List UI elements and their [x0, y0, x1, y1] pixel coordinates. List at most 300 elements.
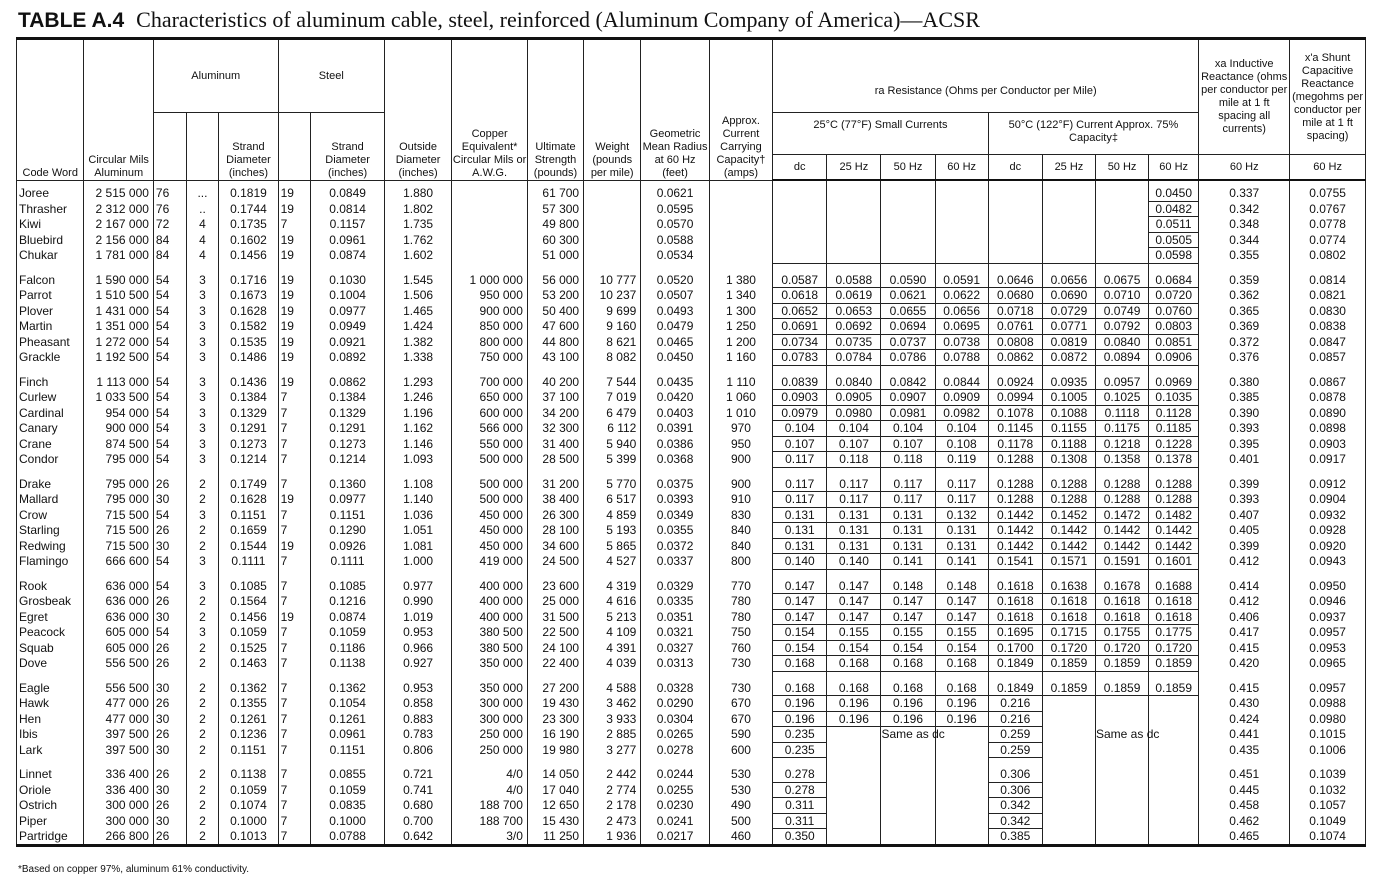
table-cell: 0.141: [881, 554, 935, 570]
table-cell: 0.0375: [641, 467, 709, 492]
table-cell: 2 312 000: [84, 201, 153, 217]
table-cell: Mallard: [17, 492, 84, 508]
table-cell: 2 156 000: [84, 232, 153, 248]
table-cell: [827, 782, 881, 798]
table-cell: 0.0737: [881, 334, 935, 350]
table-cell: 0.0734: [773, 334, 827, 350]
table-cell: 7: [278, 217, 311, 233]
table-cell: 0.117: [881, 492, 935, 508]
table-cell: 970: [709, 421, 772, 437]
table-cell: 0.0351: [641, 609, 709, 625]
table-cell: [709, 201, 772, 217]
table-cell: 670: [709, 711, 772, 727]
table-cell: 0.0802: [1290, 248, 1366, 264]
table-cell: ...: [186, 180, 219, 201]
table-cell: 19: [278, 334, 311, 350]
table-cell: 2 167 000: [84, 217, 153, 233]
table-cell: 0.1175: [1096, 421, 1149, 437]
table-cell: Hen: [17, 711, 84, 727]
table-cell: 0.104: [773, 421, 827, 437]
table-cell: 380 500: [452, 640, 528, 656]
table-cell: 0.395: [1199, 436, 1290, 452]
table-cell: 0.406: [1199, 609, 1290, 625]
table-cell: Rook: [17, 569, 84, 594]
table-cell: 49 800: [527, 217, 583, 233]
table-cell: 3: [186, 350, 219, 366]
table-cell: 0.1591: [1096, 554, 1149, 570]
table-cell: 0.1088: [1042, 405, 1095, 421]
table-row: [17, 303, 1366, 319]
table-cell: 0.0653: [827, 303, 881, 319]
table-cell: 0.1720: [1149, 640, 1199, 656]
table-cell: 605 000: [84, 640, 153, 656]
table-cell: 350 000: [452, 656, 528, 672]
table-cell: 0.0774: [1290, 232, 1366, 248]
table-cell: 54: [153, 365, 186, 390]
table-row: [17, 421, 1366, 437]
table-cell: 0.1059: [219, 782, 278, 798]
table-cell: [1096, 201, 1149, 217]
table-cell: 0.196: [827, 696, 881, 712]
table-row: [17, 671, 1366, 696]
table-row: [17, 507, 1366, 523]
table-cell: 840: [709, 523, 772, 539]
table-cell: 2 442: [584, 758, 641, 783]
table-cell: 0.235: [773, 727, 827, 743]
table-row: [17, 696, 1366, 712]
table-cell: [1042, 217, 1095, 233]
table-cell: 0.117: [827, 467, 881, 492]
table-cell: 26: [153, 829, 186, 846]
table-cell: [881, 217, 935, 233]
table-cell: 0.1378: [1149, 452, 1199, 468]
table-row: [17, 554, 1366, 570]
table-cell: [1149, 696, 1199, 712]
table-caption: Characteristics of aluminum cable, steel, reinforced (Aluminum Company of America)—ACSR: [136, 7, 980, 32]
table-cell: 0.1442: [1096, 523, 1149, 539]
table-cell: 0.348: [1199, 217, 1290, 233]
table-cell: 7: [278, 671, 311, 696]
table-cell: 1 272 000: [84, 334, 153, 350]
table-cell: 1 431 000: [84, 303, 153, 319]
table-cell: Joree: [17, 180, 84, 201]
table-cell: 0.1059: [219, 625, 278, 641]
table-cell: 19: [278, 609, 311, 625]
table-cell: 0.118: [881, 452, 935, 468]
table-cell: 0.0874: [311, 248, 385, 264]
table-cell: 0.0760: [1149, 303, 1199, 319]
table-cell: 250 000: [452, 727, 528, 743]
table-cell: 4 616: [584, 594, 641, 610]
header-xa-60hz: 60 Hz: [1199, 155, 1290, 181]
table-cell: 477 000: [84, 711, 153, 727]
table-cell: 0.1673: [219, 288, 278, 304]
table-cell: 7: [278, 758, 311, 783]
table-cell: Kiwi: [17, 217, 84, 233]
table-cell: 0.147: [827, 569, 881, 594]
table-cell: 4 588: [584, 671, 641, 696]
table-cell: 0.1329: [219, 405, 278, 421]
table-cell: 1.382: [384, 334, 451, 350]
table-cell: 19: [278, 350, 311, 366]
table-cell: [1042, 248, 1095, 264]
table-cell: 780: [709, 594, 772, 610]
table-cell: [935, 201, 988, 217]
table-cell: [881, 798, 935, 814]
table-cell: 0.216: [988, 696, 1042, 712]
table-row: [17, 538, 1366, 554]
table-cell: 4/0: [452, 782, 528, 798]
table-cell: 1.735: [384, 217, 451, 233]
table-cell: 300 000: [452, 696, 528, 712]
table-cell: 500: [709, 813, 772, 829]
header-al-count-1: [153, 113, 186, 181]
table-cell: 0.953: [384, 671, 451, 696]
table-cell: 0.0778: [1290, 217, 1366, 233]
table-cell: 0.196: [881, 696, 935, 712]
table-cell: Pheasant: [17, 334, 84, 350]
table-row: [17, 180, 1366, 201]
table-cell: 0.1442: [1149, 523, 1199, 539]
table-cell: 0.372: [1199, 334, 1290, 350]
table-row: [17, 232, 1366, 248]
table-cell: 0.337: [1199, 180, 1290, 201]
table-cell: 3 462: [584, 696, 641, 712]
table-cell: Condor: [17, 452, 84, 468]
table-cell: 2: [186, 696, 219, 712]
table-cell: 54: [153, 390, 186, 406]
table-cell: 0.0898: [1290, 421, 1366, 437]
table-cell: Curlew: [17, 390, 84, 406]
table-cell: 0.1288: [988, 452, 1042, 468]
table-cell: [988, 201, 1042, 217]
table-cell: 1.880: [384, 180, 451, 201]
table-cell: 0.927: [384, 656, 451, 672]
table-cell: 0.0862: [311, 365, 385, 390]
table-cell: 0.0961: [311, 232, 385, 248]
table-cell: [935, 829, 988, 846]
table-cell: 7: [278, 569, 311, 594]
table-cell: 0.147: [881, 609, 935, 625]
table-cell: 19: [278, 538, 311, 554]
table-cell: 0.131: [935, 523, 988, 539]
table-cell: 54: [153, 350, 186, 366]
table-cell: 7: [278, 782, 311, 798]
table-row: [17, 782, 1366, 798]
table-cell: 0.0534: [641, 248, 709, 264]
table-cell: 0.741: [384, 782, 451, 798]
table-cell: 0.1015: [1290, 727, 1366, 743]
table-row: [17, 609, 1366, 625]
table-cell: 0.1384: [311, 390, 385, 406]
table-cell: [1149, 829, 1199, 846]
header-res-50c: 50°C (122°F) Current Approx. 75% Capacity‡: [988, 113, 1199, 155]
header-dc-50: dc: [988, 155, 1042, 181]
table-cell: 0.1456: [219, 609, 278, 625]
table-cell: 0.1186: [311, 640, 385, 656]
table-cell: 0.306: [988, 758, 1042, 783]
table-cell: 0.0349: [641, 507, 709, 523]
table-cell: 3: [186, 390, 219, 406]
header-res-25c: 25°C (77°F) Small Currents: [773, 113, 989, 155]
table-cell: 0.1000: [311, 813, 385, 829]
table-cell: [1042, 742, 1095, 758]
table-cell: 1.108: [384, 467, 451, 492]
table-cell: 0.0924: [988, 365, 1042, 390]
table-cell: 0.1659: [219, 523, 278, 539]
table-cell: 0.0874: [311, 609, 385, 625]
table-row: [17, 288, 1366, 304]
table-cell: 0.0847: [1290, 334, 1366, 350]
table-cell: 0.1700: [988, 640, 1042, 656]
table-cell: 0.0646: [988, 263, 1042, 288]
table-cell: 0.0718: [988, 303, 1042, 319]
table-row: [17, 334, 1366, 350]
table-cell: Peacock: [17, 625, 84, 641]
header-st-strand-diameter: Strand Diameter (inches): [311, 113, 385, 181]
table-cell: [827, 248, 881, 264]
table-cell: 7: [278, 405, 311, 421]
table-cell: 0.0943: [1290, 554, 1366, 570]
table-row: [17, 492, 1366, 508]
table-cell: 0.154: [881, 640, 935, 656]
table-cell: 0.0656: [935, 303, 988, 319]
table-cell: 0.0520: [641, 263, 709, 288]
table-cell: 0.196: [881, 711, 935, 727]
table-row: [17, 350, 1366, 366]
table-cell: 0.0761: [988, 319, 1042, 335]
table-cell: 19: [278, 288, 311, 304]
table-cell: 0.0784: [827, 350, 881, 366]
table-cell: 0.1151: [311, 507, 385, 523]
table-cell: [1096, 742, 1149, 758]
table-cell: Crow: [17, 507, 84, 523]
table-cell: 910: [709, 492, 772, 508]
table-cell: 3: [186, 334, 219, 350]
table-cell: Falcon: [17, 263, 84, 288]
table-cell: 31 200: [527, 467, 583, 492]
table-cell: 0.0821: [1290, 288, 1366, 304]
table-row: [17, 640, 1366, 656]
table-cell: 0.104: [935, 421, 988, 437]
table-cell: 0.1436: [219, 365, 278, 390]
table-cell: 0.0965: [1290, 656, 1366, 672]
header-outside-diameter: Outside Diameter (inches): [384, 39, 451, 181]
table-cell: 0.1618: [1096, 609, 1149, 625]
table-cell: 0.1035: [1149, 390, 1199, 406]
table-cell: 950 000: [452, 288, 528, 304]
table-cell: 15 430: [527, 813, 583, 829]
table-row: [17, 319, 1366, 335]
table-cell: 600: [709, 742, 772, 758]
table-cell: 0.0838: [1290, 319, 1366, 335]
table-cell: 0.1228: [1149, 436, 1199, 452]
table-cell: 0.0735: [827, 334, 881, 350]
table-cell: 0.1151: [311, 742, 385, 758]
table-cell: 1.246: [384, 390, 451, 406]
table-cell: 300 000: [452, 711, 528, 727]
table-cell: 30: [153, 813, 186, 829]
same-as-dc-label: Same as dc: [881, 727, 945, 742]
table-cell: 0.0814: [1290, 263, 1366, 288]
table-cell: 0.1145: [988, 421, 1042, 437]
table-row: [17, 813, 1366, 829]
table-cell: [452, 232, 528, 248]
table-cell: 0.344: [1199, 232, 1290, 248]
table-cell: 4 859: [584, 507, 641, 523]
table-cell: 0.155: [881, 625, 935, 641]
table-cell: [827, 798, 881, 814]
table-cell: 0.0695: [935, 319, 988, 335]
table-row: [17, 758, 1366, 783]
table-cell: 0.107: [773, 436, 827, 452]
table-cell: 0.1601: [1149, 554, 1199, 570]
table-cell: 0.1859: [1149, 671, 1199, 696]
table-cell: 2: [186, 813, 219, 829]
table-cell: 19 980: [527, 742, 583, 758]
table-cell: 1.602: [384, 248, 451, 264]
table-cell: 0.0907: [881, 390, 935, 406]
table-cell: 0.0878: [1290, 390, 1366, 406]
table-cell: 0.0337: [641, 554, 709, 570]
table-cell: 19 430: [527, 696, 583, 712]
table-cell: 700 000: [452, 365, 528, 390]
table-cell: [827, 232, 881, 248]
table-cell: 1.093: [384, 452, 451, 468]
table-cell: [1096, 711, 1149, 727]
table-cell: 556 500: [84, 671, 153, 696]
table-cell: 0.117: [935, 467, 988, 492]
table-cell: 0.154: [773, 640, 827, 656]
table-cell: 2: [186, 523, 219, 539]
table-cell: 0.117: [773, 452, 827, 468]
table-cell: 0.0493: [641, 303, 709, 319]
table-cell: 0.0710: [1096, 288, 1149, 304]
table-cell: 10 237: [584, 288, 641, 304]
table-cell: 26: [153, 798, 186, 814]
table-cell: 0.415: [1199, 671, 1290, 696]
table-cell: 0.0969: [1149, 365, 1199, 390]
table-cell: [827, 742, 881, 758]
table-cell: 0.147: [827, 609, 881, 625]
table-cell: 0.0977: [311, 303, 385, 319]
table-cell: Grosbeak: [17, 594, 84, 610]
table-cell: 38 400: [527, 492, 583, 508]
table-cell: 0.0977: [311, 492, 385, 508]
table-cell: 2: [186, 727, 219, 743]
table-cell: 650 000: [452, 390, 528, 406]
table-cell: 0.1288: [1042, 467, 1095, 492]
table-cell: 3/0: [452, 829, 528, 846]
table-cell: 0.0957: [1096, 365, 1149, 390]
table-cell: 0.458: [1199, 798, 1290, 814]
table-cell: 0.147: [881, 594, 935, 610]
table-cell: 1 510 500: [84, 288, 153, 304]
table-cell: 0.806: [384, 742, 451, 758]
header-dc-25: dc: [773, 155, 827, 181]
table-cell: 0.417: [1199, 625, 1290, 641]
table-cell: 750 000: [452, 350, 528, 366]
table-cell: 0.196: [935, 696, 988, 712]
table-cell: 0.0949: [311, 319, 385, 335]
table-cell: 0.1273: [311, 436, 385, 452]
table-cell: 0.1628: [219, 492, 278, 508]
table-cell: 0.376: [1199, 350, 1290, 366]
table-cell: [935, 232, 988, 248]
table-cell: 0.1360: [311, 467, 385, 492]
table-cell: 19: [278, 319, 311, 335]
table-cell: 1.424: [384, 319, 451, 335]
table-cell: 0.0465: [641, 334, 709, 350]
table-cell: Linnet: [17, 758, 84, 783]
table-cell: 0.148: [881, 569, 935, 594]
table-cell: 0.0819: [1042, 334, 1095, 350]
table-cell: 0.1859: [1096, 656, 1149, 672]
table-cell: 2: [186, 609, 219, 625]
table-cell: [584, 201, 641, 217]
table-row: [17, 523, 1366, 539]
table-cell: 0.278: [773, 758, 827, 783]
table-cell: 0.0946: [1290, 594, 1366, 610]
table-row: [17, 467, 1366, 492]
table-cell: 0.407: [1199, 507, 1290, 523]
table-cell: 336 400: [84, 782, 153, 798]
table-cell: 28 500: [527, 452, 583, 468]
table-cell: 30: [153, 711, 186, 727]
table-cell: 32 300: [527, 421, 583, 437]
table-cell: 11 250: [527, 829, 583, 846]
table-cell: 0.1859: [1096, 671, 1149, 696]
table-cell: 7: [278, 640, 311, 656]
table-cell: 40 200: [527, 365, 583, 390]
table-cell: 0.117: [881, 467, 935, 492]
table-cell: 450 000: [452, 507, 528, 523]
table-cell: [773, 180, 827, 201]
table-cell: 0.953: [384, 625, 451, 641]
table-cell: 0.990: [384, 594, 451, 610]
table-cell: 19: [278, 180, 311, 201]
table-cell: 1.465: [384, 303, 451, 319]
table-cell: 0.117: [935, 492, 988, 508]
table-cell: 0.1442: [1042, 538, 1095, 554]
table-cell: 2: [186, 671, 219, 696]
table-cell: Starling: [17, 523, 84, 539]
table-cell: 188 700: [452, 813, 528, 829]
table-cell: 0.365: [1199, 303, 1290, 319]
table-cell: 0.1214: [219, 452, 278, 468]
table-cell: 0.0937: [1290, 609, 1366, 625]
table-cell: 4 527: [584, 554, 641, 570]
table-cell: 0.1288: [1042, 492, 1095, 508]
table-cell: 0.1715: [1042, 625, 1095, 641]
table-cell: 0.1775: [1149, 625, 1199, 641]
table-cell: 0.1442: [988, 523, 1042, 539]
table-cell: 530: [709, 782, 772, 798]
table-cell: Plover: [17, 303, 84, 319]
table-cell: 0.0921: [311, 334, 385, 350]
table-cell: [881, 782, 935, 798]
table-cell: Oriole: [17, 782, 84, 798]
table-cell: 2: [186, 640, 219, 656]
table-cell: [881, 248, 935, 264]
table-cell: 0.147: [773, 594, 827, 610]
header-circular-mils: Circular Mils Aluminum: [84, 39, 153, 181]
table-cell: 0.1859: [1042, 671, 1095, 696]
table-cell: 636 000: [84, 609, 153, 625]
table-cell: 0.140: [773, 554, 827, 570]
table-cell: [988, 180, 1042, 201]
table-cell: 0.0909: [935, 390, 988, 406]
